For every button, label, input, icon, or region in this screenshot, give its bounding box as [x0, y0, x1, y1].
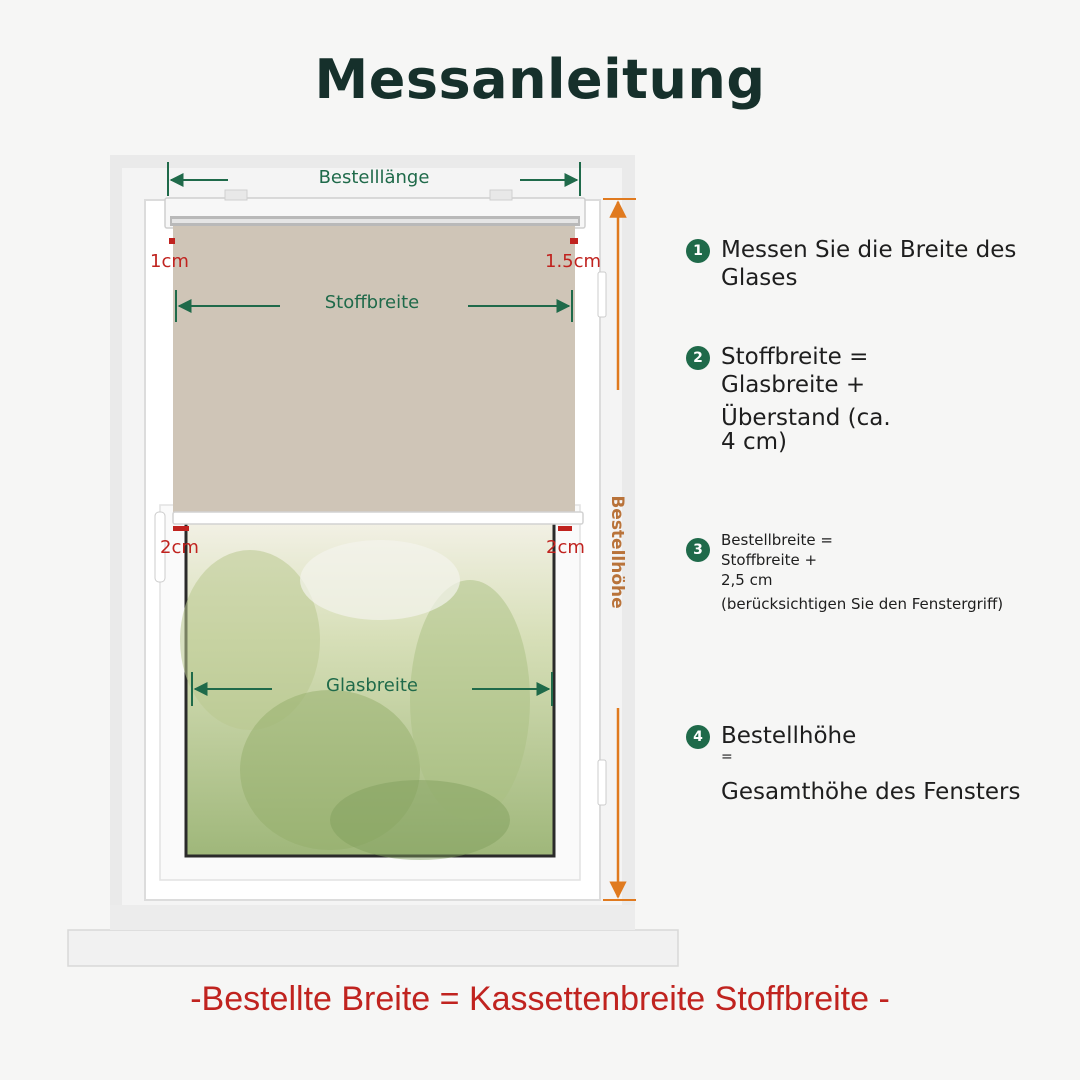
gap-bottom-left: 2cm: [160, 537, 199, 558]
step-line: =: [721, 749, 733, 765]
step-4-text: [721, 722, 1021, 806]
step-line: Gesamthöhe des Fensters: [721, 779, 1021, 805]
step-number: 3: [686, 538, 710, 562]
page-title: Messanleitung: [314, 48, 766, 111]
step-line: Glasbreite +: [721, 372, 866, 398]
step-line: Stoffbreite =: [721, 344, 869, 370]
step-line: Bestellbreite =: [721, 531, 833, 549]
step-number: 2: [686, 346, 710, 370]
step-line: Stoffbreite +: [721, 551, 818, 569]
gap-top-left: 1cm: [150, 251, 189, 272]
label-stoffbreite: Stoffbreite: [324, 292, 420, 313]
gap-top-right: 1.5cm: [545, 251, 602, 272]
step-line: 4 cm): [721, 429, 787, 455]
footer-formula: -Bestellte Breite = Kassettenbreite Stoffbreite -: [190, 980, 890, 1018]
step-number: 4: [686, 725, 710, 749]
step-2-text: [721, 343, 891, 453]
label-bestellhoehe: Bestellhöhe: [607, 495, 627, 609]
step-line: Überstand (ca.: [721, 405, 891, 431]
step-line: Glases: [721, 265, 798, 291]
roller-fabric: [173, 226, 583, 524]
window-sill: [68, 905, 678, 966]
step-line: (berücksichtigen Sie den Fenstergriff): [721, 595, 1004, 613]
gap-bottom-right: 2cm: [546, 537, 585, 558]
step-line: Messen Sie die Breite des: [721, 237, 1017, 263]
step-line: 2,5 cm: [721, 571, 773, 589]
step-line: Bestellhöhe: [721, 723, 857, 749]
step-1-text: [721, 236, 1016, 292]
label-glasbreite: Glasbreite: [326, 675, 418, 696]
label-bestelllaenge: Bestelllänge: [318, 167, 430, 188]
step-3-text: [721, 530, 1003, 614]
step-number: 1: [686, 239, 710, 263]
